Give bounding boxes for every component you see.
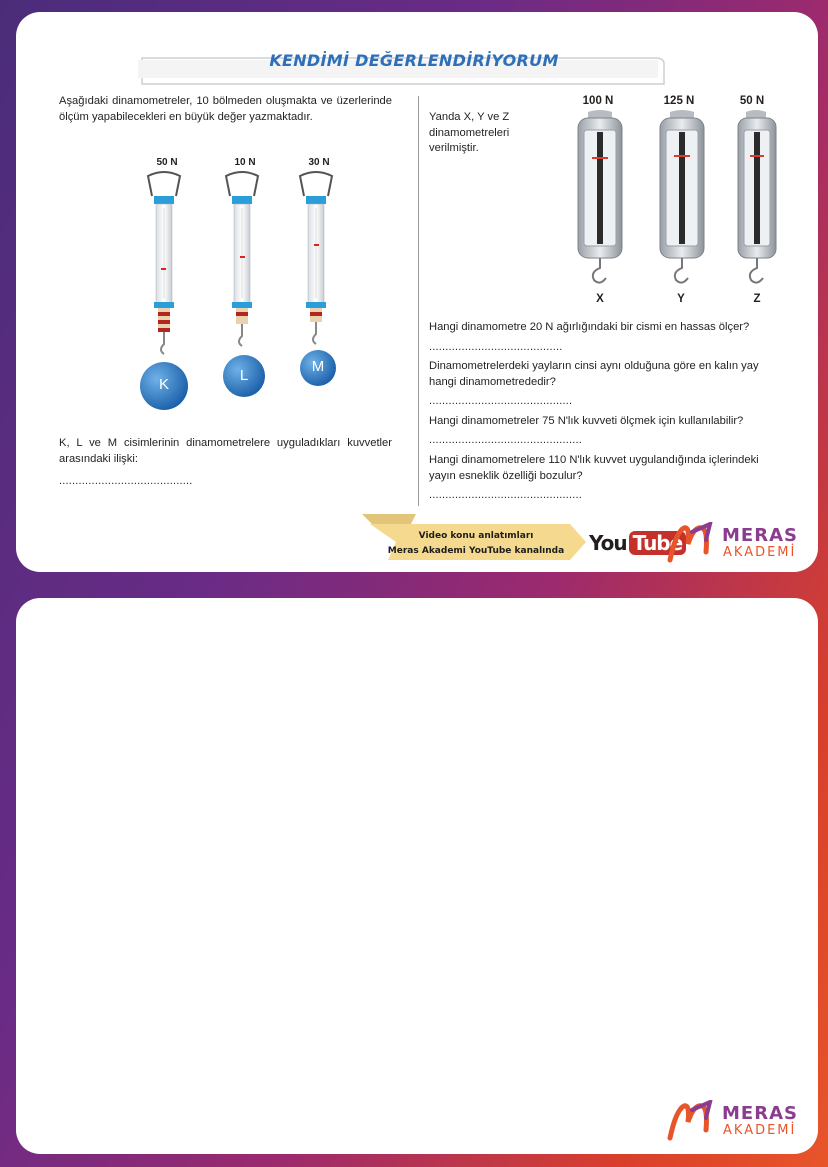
meras-logo-icon (666, 1100, 718, 1142)
scale-z-name: Z (753, 293, 761, 305)
answer-line: ............................................ (429, 395, 573, 407)
dynamometer-10n (223, 172, 265, 397)
dynamometer-50n (140, 172, 188, 410)
brand-sub: AKADEMİ (723, 545, 797, 560)
question-4: Hangi dinamometrelere 110 N'lık kuvvet uygulandığında içlerindeki yayın esneklik özelliği bozulur? (429, 454, 759, 482)
brand-sub: AKADEMİ (723, 1123, 797, 1138)
answer-line: ............................................... (429, 489, 583, 501)
video-line-2: Meras Akademi YouTube kanalında (387, 546, 565, 556)
scale-capacity-label: 10 N (234, 157, 256, 168)
scale-capacity-label: 50 N (156, 157, 178, 168)
dynamometer-x (578, 110, 622, 283)
dynamometer-z (738, 110, 776, 283)
page-title: KENDİMİ DEĞERLENDİRİYORUM (269, 51, 559, 70)
answer-line: ............................................... (429, 434, 583, 446)
dynamometer-group-xyz (570, 110, 790, 292)
youtube-tube: Tube (629, 531, 687, 555)
column-divider (418, 96, 419, 506)
question-3: Hangi dinamometreler 75 N'lık kuvveti ölçmek için kullanılabilir? (429, 415, 744, 427)
scale-y-capacity: 125 N (663, 95, 695, 107)
object-k-label: K (158, 376, 169, 393)
scale-capacity-label: 30 N (308, 157, 330, 168)
left-intro: Aşağıdaki dinamometreler, 10 bölmeden oluşmakta ve üzerlerinde ölçüm yapabilecekleri en büyük değer yazmaktadır. (59, 95, 392, 123)
object-l-label: L (239, 367, 249, 384)
answer-line: ......................................... (59, 475, 193, 487)
right-intro: Yanda X, Y ve Z dinamometreleri verilmiştir. (429, 111, 510, 154)
brand-name: MERAS (722, 1103, 798, 1124)
dynamometer-y (660, 110, 704, 283)
dynamometer-30n (300, 172, 336, 386)
object-m-label: M (311, 358, 325, 375)
scale-z-capacity: 50 N (739, 95, 765, 107)
question-2: Dinamometrelerdeki yayların cinsi aynı olduğuna göre en kalın yay hangi dinamometrededir? (429, 360, 759, 388)
brand-name: MERAS (722, 525, 798, 546)
left-question: K, L ve M cisimlerinin dinamometrelere uyguladıkları kuvvetler arasındaki ilişki: (59, 437, 392, 465)
scale-x-capacity: 100 N (582, 95, 614, 107)
scale-x-name: X (596, 293, 604, 305)
question-1: Hangi dinamometre 20 N ağırlığındaki bir cismi en hassas ölçer? (429, 321, 750, 333)
youtube-you: You (589, 531, 627, 555)
scale-y-name: Y (677, 293, 685, 305)
blank-panel (16, 598, 818, 1154)
answer-line: ......................................... (429, 341, 563, 353)
meras-logo-icon (666, 522, 718, 564)
video-line-1: Video konu anlatımları (418, 531, 534, 541)
